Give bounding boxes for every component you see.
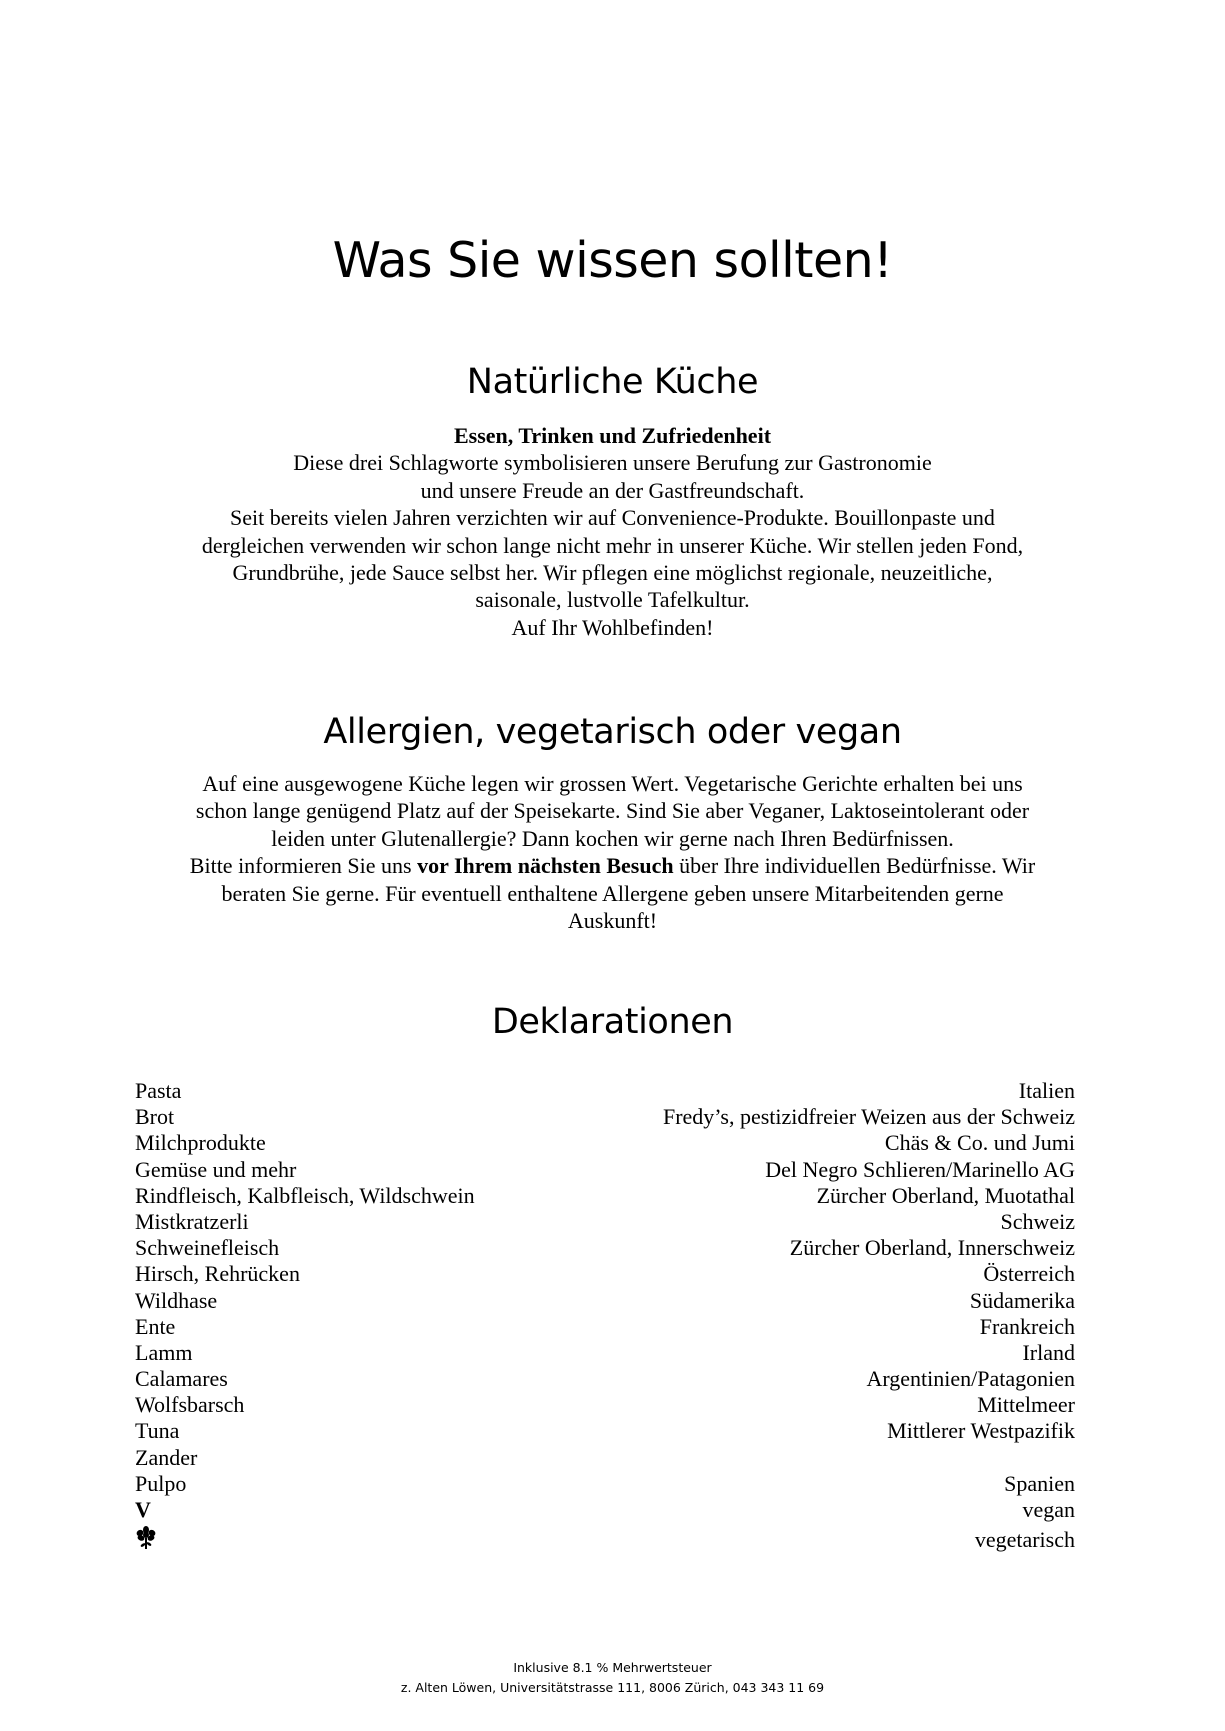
text-line: und unsere Freude an der Gastfreundschaft. bbox=[420, 477, 805, 503]
text-line: saisonale, lustvolle Tafelkultur. bbox=[475, 587, 750, 613]
list-item bbox=[135, 1157, 1075, 1183]
declaration-origin: Mittelmeer bbox=[977, 1392, 1075, 1418]
footer-vat: Inklusive 8.1 % Mehrwertsteuer bbox=[513, 1660, 712, 1675]
list-item bbox=[135, 1104, 1075, 1130]
natural-kitchen-text bbox=[120, 422, 1105, 641]
text-line: dergleichen verwenden wir schon lange nicht mehr in unserer Küche. Wir stellen jeden Fond, bbox=[201, 532, 1024, 558]
page-title: Was Sie wissen sollten! bbox=[332, 232, 893, 289]
allergies-text bbox=[120, 770, 1105, 934]
list-item bbox=[135, 1130, 1075, 1156]
declaration-origin: Spanien bbox=[1004, 1470, 1075, 1496]
text-line: Diese drei Schlagworte symbolisieren unsere Berufung zur Gastronomie bbox=[293, 450, 932, 476]
text-line: Grundbrühe, jede Sauce selbst her. Wir pflegen eine möglichst regionale, neuzeitliche, bbox=[232, 560, 993, 586]
declaration-origin: Südamerika bbox=[969, 1287, 1075, 1313]
text-fragment: Bitte informieren Sie uns bbox=[189, 853, 418, 879]
list-item bbox=[135, 1288, 1075, 1314]
declaration-item: Brot bbox=[135, 1104, 175, 1130]
list-item bbox=[135, 1209, 1075, 1235]
list-item bbox=[135, 1340, 1075, 1366]
vegan-label: vegan bbox=[1022, 1497, 1075, 1522]
list-item bbox=[135, 1418, 1075, 1444]
declaration-origin: Frankreich bbox=[979, 1313, 1075, 1339]
footer-address: z. Alten Löwen, Universitätstrasse 111, 8006 Zürich, 043 343 11 69 bbox=[400, 1680, 825, 1695]
declaration-item: Tuna bbox=[135, 1418, 180, 1444]
declaration-item: Zander bbox=[135, 1444, 198, 1470]
text-line: Auskunft! bbox=[567, 908, 658, 934]
list-item bbox=[135, 1261, 1075, 1287]
declaration-origin: Schweiz bbox=[1000, 1208, 1075, 1234]
declaration-item: Mistkratzerli bbox=[135, 1208, 249, 1234]
declarations-list bbox=[135, 1078, 1075, 1553]
list-item bbox=[135, 1078, 1075, 1104]
declaration-origin: Argentinien/Patagonien bbox=[866, 1366, 1075, 1392]
declaration-item: Milchprodukte bbox=[135, 1130, 266, 1156]
list-item bbox=[135, 1471, 1075, 1497]
declaration-item: Ente bbox=[135, 1313, 176, 1339]
declaration-origin: Italien bbox=[1018, 1078, 1075, 1103]
emphasis-before-next-visit: vor Ihrem nächsten Besuch bbox=[417, 853, 674, 879]
declaration-item: Pasta bbox=[135, 1078, 182, 1103]
declaration-origin: Österreich bbox=[983, 1261, 1075, 1287]
list-item bbox=[135, 1235, 1075, 1261]
declaration-origin: Mittlerer Westpazifik bbox=[887, 1418, 1075, 1444]
declaration-item: Pulpo bbox=[135, 1470, 187, 1496]
declaration-item: Wolfsbarsch bbox=[135, 1392, 245, 1418]
declaration-origin: Zürcher Oberland, Muotathal bbox=[816, 1182, 1075, 1208]
list-item bbox=[135, 1314, 1075, 1340]
text-line bbox=[120, 852, 1105, 879]
text-line: Seit bereits vielen Jahren verzichten wir auf Convenience-Produkte. Bouillonpaste und bbox=[230, 505, 995, 531]
declaration-item: Schweinefleisch bbox=[135, 1235, 280, 1261]
declaration-item: Lamm bbox=[135, 1339, 193, 1365]
text-line: Auf Ihr Wohlbefinden! bbox=[511, 614, 714, 640]
declaration-origin: Chäs & Co. und Jumi bbox=[884, 1130, 1075, 1156]
declaration-origin: Zürcher Oberland, Innerschweiz bbox=[789, 1235, 1075, 1261]
declaration-item: Hirsch, Rehrücken bbox=[135, 1261, 300, 1287]
heading-declarations: Deklarationen bbox=[491, 1002, 734, 1042]
declaration-item: Calamares bbox=[135, 1366, 228, 1392]
text-line: beraten Sie gerne. Für eventuell enthaltene Allergene geben unsere Mitarbeitenden gerne bbox=[221, 880, 1004, 906]
text-line: Auf eine ausgewogene Küche legen wir grossen Wert. Vegetarische Gerichte erhalten bei uns bbox=[202, 771, 1023, 796]
declaration-origin: Fredy’s, pestizidfreier Weizen aus der Schweiz bbox=[662, 1104, 1075, 1130]
text-line: schon lange genügend Platz auf der Speisekarte. Sind Sie aber Veganer, Laktoseintolerant oder bbox=[195, 798, 1030, 824]
list-item bbox=[135, 1445, 1075, 1471]
heading-allergies: Allergien, vegetarisch oder vegan bbox=[323, 712, 902, 752]
list-item bbox=[135, 1392, 1075, 1418]
heading-natural-kitchen: Natürliche Küche bbox=[466, 362, 759, 402]
declaration-item: Wildhase bbox=[135, 1287, 218, 1313]
list-item-vegan bbox=[135, 1497, 1075, 1523]
list-item bbox=[135, 1366, 1075, 1392]
declaration-item: Gemüse und mehr bbox=[135, 1156, 297, 1182]
list-item-vegetarian bbox=[135, 1523, 1075, 1553]
text-line: leiden unter Glutenallergie? Dann kochen wir gerne nach Ihren Bedürfnissen. bbox=[271, 825, 954, 851]
natural-kitchen-subtitle: Essen, Trinken und Zufriedenheit bbox=[453, 423, 772, 448]
vegan-mark: V bbox=[135, 1497, 151, 1522]
declaration-item: Rindfleisch, Kalbfleisch, Wildschwein bbox=[135, 1182, 475, 1208]
declaration-origin: Del Negro Schlieren/Marinello AG bbox=[765, 1156, 1075, 1182]
list-item bbox=[135, 1183, 1075, 1209]
flower-icon bbox=[135, 1523, 157, 1553]
vegetarian-label: vegetarisch bbox=[974, 1527, 1075, 1553]
declaration-origin: Irland bbox=[1022, 1339, 1075, 1365]
text-fragment: über Ihre individuellen Bedürfnisse. Wir bbox=[673, 853, 1036, 879]
